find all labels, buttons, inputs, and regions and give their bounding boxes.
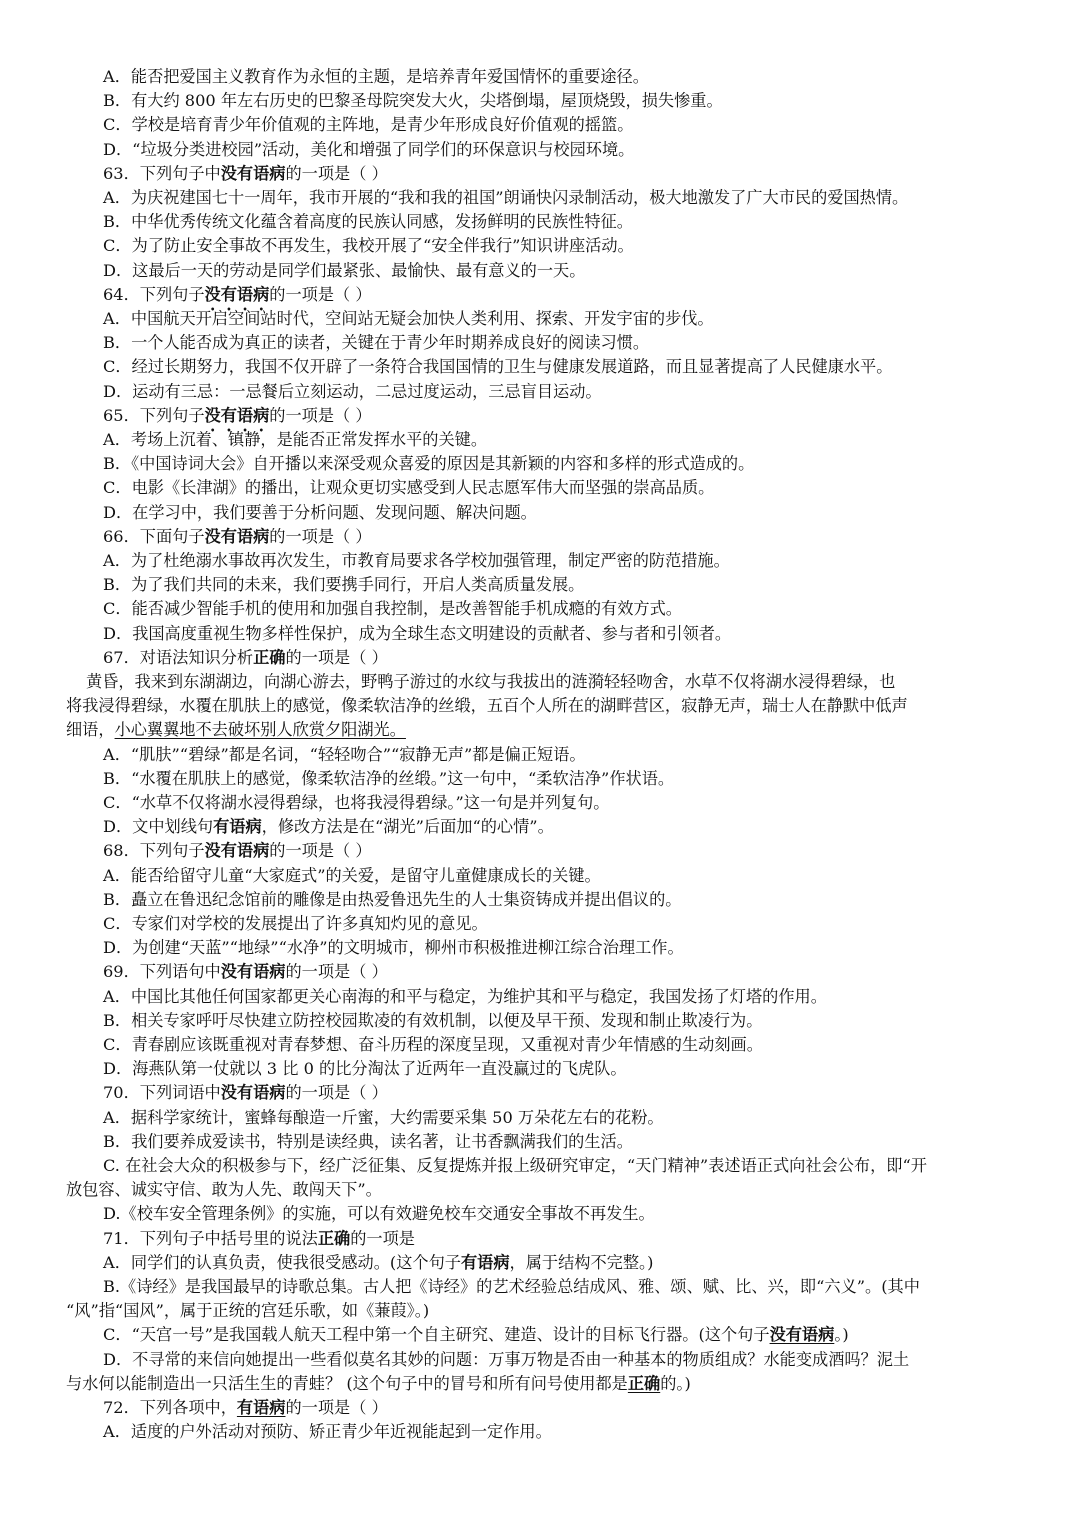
- emphasized-text: 没有语病: [204, 841, 270, 861]
- text-run: D．我国高度重视生物多样性保护，成为全球生态文明建设的贡献者、参与者和引领者。: [103, 623, 732, 643]
- text-run: 的一项是（ ）: [285, 1398, 388, 1417]
- answer-option: [103, 502, 537, 524]
- text-run: ，属于结构不完整。): [509, 1252, 654, 1272]
- answer-option: [103, 986, 827, 1008]
- answer-option: [103, 1058, 627, 1080]
- answer-option: [103, 477, 714, 499]
- text-run: 将我浸得碧绿，水覆在肌肤上的感觉，像柔软洁净的丝缎，五百个人所在的湖畔营区，寂静无声，瑞士人在静默中低声: [66, 696, 908, 716]
- emphasized-text: 正确: [253, 647, 286, 667]
- text-run: 的一项是（ ）: [285, 1083, 388, 1103]
- text-run: C．学校是培育青少年价值观的主阵地，是青少年形成良好价值观的摇篮。: [103, 115, 634, 135]
- answer-option: [103, 865, 601, 887]
- text-run: 64．下列句子: [103, 284, 205, 304]
- text-run: B．相关专家呼吁尽快建立防控校园欺凌的有效机制，以便及早干预、发现和制止欺凌行为。: [103, 1010, 763, 1030]
- emphasized-text: 小心翼翼地不去破坏别人欣赏夕阳湖光。: [114, 720, 406, 740]
- text-run: ，修改方法是在“湖光”后面加“的心情”。: [261, 817, 554, 837]
- answer-option: [103, 1421, 552, 1443]
- text-run: 的。): [660, 1373, 691, 1393]
- question-stem: [103, 961, 388, 983]
- text-run: A．“肌肤”“碧绿”都是名词，“轻轻吻合”“寂静无声”都是偏正短语。: [103, 744, 586, 764]
- text-run: 的一项是（ ）: [269, 841, 372, 861]
- text-run: A．据科学家统计，蜜蜂每酿造一斤蜜，大约需要采集 50 万朵花左右的花粉。: [103, 1107, 664, 1127]
- question-stem: [103, 1397, 388, 1419]
- emphasized-text: 有语病: [460, 1252, 510, 1272]
- emphasized-text: 有语病: [213, 817, 262, 837]
- text-run: 的一项是（ ）: [285, 962, 388, 982]
- text-run: 68．下列句子: [103, 841, 205, 861]
- answer-option: [103, 211, 633, 233]
- answer-option: [103, 114, 633, 136]
- text-run: B.《诗经》是我国最早的诗歌总集。古人把《诗经》的艺术经验总结成风、雅、颂、赋、比、兴，即“六义”。(其中: [103, 1277, 920, 1296]
- text-run: C．电影《长津湖》的播出，让观众更切实感受到人民志愿军伟大而坚强的崇高品质。: [103, 478, 715, 498]
- answer-option: [103, 913, 488, 935]
- answer-option: [103, 937, 684, 959]
- answer-option: [103, 332, 649, 354]
- answer-option: [103, 816, 554, 838]
- text-run: D.《校车安全管理条例》的实施，可以有效避免校车交通安全事故不再发生。: [103, 1204, 655, 1224]
- text-run: B．中华优秀传统文化蕴含着高度的民族认同感，发扬鲜明的民族性特征。: [103, 212, 633, 232]
- answer-option: [103, 235, 634, 257]
- emphasized-text: 正确: [317, 1228, 351, 1248]
- text-run: 69．下列语句中: [103, 962, 221, 982]
- text-run: A．能否给留守儿童“大家庭式”的关爱，是留守儿童健康成长的关键。: [103, 865, 601, 885]
- answer-option: [103, 1107, 664, 1129]
- continuation-line: [66, 1179, 382, 1201]
- text-run: A．为庆祝建国七十一周年，我市开展的“我和我的祖国”朗诵快闪录制活动，极大地激发了广大市民的爱国热情。: [103, 188, 909, 207]
- text-run: 的一项是（ ）: [269, 526, 372, 546]
- text-run: 66．下面句子: [103, 526, 205, 546]
- answer-option: [103, 90, 723, 112]
- text-run: B．“水覆在肌肤上的感觉，像柔软洁净的丝缎。”这一句中，“柔软洁净”作状语。: [103, 768, 675, 788]
- emphasized-text: 没有语病: [769, 1325, 835, 1345]
- emphasized-text: 没有语病: [220, 1083, 286, 1103]
- answer-option: [103, 381, 602, 403]
- answer-option: [103, 550, 730, 572]
- text-run: C．能否减少智能手机的使用和加强自我控制，是改善智能手机成瘾的有效方式。: [103, 599, 682, 619]
- text-run: B．有大约 800 年左右历史的巴黎圣母院突发大火，尖塔倒塌，屋顶烧毁，损失惨重。: [103, 91, 723, 111]
- emphasized-text: 没有语病: [220, 163, 286, 183]
- answer-option: [103, 744, 586, 766]
- text-run: D．运动有三忌：一忌餐后立刻运动，二忌过度运动，三忌盲目运动。: [103, 381, 602, 401]
- continuation-line: [66, 695, 908, 717]
- answer-option: [103, 1034, 763, 1056]
- text-run: A．中国航天开启空间站时代，空间站无疑会加快人类利用、探索、开发宇宙的步伐。: [103, 309, 714, 328]
- text-run: 与水何以能制造出一只活生生的青蛙？ (这个句子中的冒号和所有问号使用都是: [66, 1373, 628, 1393]
- text-run: 71．下列句子中括号里的说法: [103, 1228, 318, 1248]
- text-run: D．这最后一天的劳动是同学们最紧张、最愉快、最有意义的一天。: [103, 260, 586, 280]
- text-run: A．考场上沉着、镇静，是能否正常发挥水平的关键。: [103, 430, 488, 449]
- answer-option: [103, 1010, 762, 1032]
- answer-option: [103, 1131, 633, 1153]
- text-run: B．《中国诗词大会》自开播以来深受观众喜爱的原因是其新颖的内容和多样的形式造成的。: [103, 454, 755, 474]
- answer-option: [103, 187, 908, 209]
- text-run: C．经过长期努力，我国不仅开辟了一条符合我国国情的卫生与健康发展道路，而且显著提高了人民健康水平。: [103, 357, 893, 377]
- answer-option: [103, 574, 584, 596]
- text-run: D．海燕队第一仗就以 3 比 0 的比分淘汰了近两年一直没赢过的飞虎队。: [103, 1059, 627, 1079]
- answer-option: [103, 453, 754, 475]
- text-run: 的一项是（ ）: [269, 405, 372, 425]
- text-run: D．“垃圾分类进校园”活动，美化和增强了同学们的环保意识与校园环境。: [103, 139, 635, 159]
- text-run: 黄昏，我来到东湖湖边，向湖心游去，野鸭子游过的水纹与我拔出的涟漪轻轻吻舍，水草不仅将湖水浸得碧绿，也: [86, 672, 896, 691]
- text-run: D．为创建“天蓝”“地绿”“水净”的文明城市，柳州市积极推进柳江综合治理工作。: [103, 938, 684, 958]
- text-run: A．为了杜绝溺水事故再次发生，市教育局要求各学校加强管理，制定严密的防范措施。: [103, 551, 730, 570]
- text-run: A．中国比其他任何国家都更关心南海的和平与稳定，为维护其和平与稳定，我国发扬了灯塔的作用。: [103, 986, 827, 1006]
- text-run: D．文中划线句: [103, 817, 214, 837]
- answer-option: [103, 139, 634, 161]
- text-run: C．“天宫一号”是我国载人航天工程中第一个自主研究、建造、设计的目标飞行器。(这个句子: [103, 1325, 770, 1345]
- text-run: 。): [834, 1325, 849, 1345]
- answer-option: [103, 1349, 909, 1371]
- question-stem: [103, 840, 372, 862]
- question-stem: [103, 647, 388, 669]
- text-run: D．在学习中，我们要善于分析问题、发现问题、解决问题。: [103, 502, 537, 522]
- answer-option: [103, 623, 731, 645]
- text-run: 72．下列各项中，: [103, 1398, 237, 1417]
- answer-option: [103, 1324, 849, 1346]
- answer-option: [103, 1155, 927, 1177]
- answer-option: [103, 1276, 920, 1298]
- text-run: B．我们要养成爱读书，特别是读经典，读名著，让书香飘满我们的生活。: [103, 1131, 633, 1151]
- text-run: C．“水草不仅将湖水浸得碧绿，也将我浸得碧绿。”这一句是并列复句。: [103, 793, 610, 812]
- text-run: 的一项是: [350, 1228, 415, 1248]
- emphasized-text: 正确: [627, 1373, 661, 1393]
- text-run: 放包容、诚实守信、敢为人先、敢闯天下”。: [66, 1180, 382, 1200]
- text-run: C．专家们对学校的发展提出了许多真知灼见的意见。: [103, 914, 488, 933]
- question-stem: [103, 1082, 388, 1104]
- emphasized-text: 没有语病: [204, 284, 270, 304]
- answer-option: [103, 889, 681, 911]
- text-run: 的一项是（ ）: [269, 284, 372, 304]
- answer-option: [103, 1203, 655, 1225]
- emphasized-text: 没有语病: [204, 526, 270, 546]
- text-run: C．青春剧应该既重视对青春梦想、奋斗历程的深度呈现，又重视对青少年情感的生动刻画。: [103, 1035, 763, 1054]
- text-run: 细语，: [66, 720, 115, 740]
- question-stem: [103, 1228, 415, 1250]
- continuation-line: [66, 1300, 429, 1322]
- text-run: B．为了我们共同的未来，我们要携手同行，开启人类高质量发展。: [103, 575, 585, 595]
- text-run: B．矗立在鲁迅纪念馆前的雕像是由热爱鲁迅先生的人士集资铸成并提出倡议的。: [103, 889, 682, 909]
- text-run: 的一项是（ ）: [285, 163, 388, 183]
- emphasized-text: 没有语病: [220, 962, 286, 982]
- text-run: C．为了防止安全事故不再发生，我校开展了“安全伴我行”知识讲座活动。: [103, 236, 634, 256]
- answer-option: [103, 598, 682, 620]
- answer-option: [103, 792, 609, 814]
- text-run: “风”指“国风”，属于正统的宫廷乐歌，如《蒹葭》。): [66, 1301, 430, 1321]
- emphasized-text: 有语病: [236, 1398, 286, 1417]
- text-run: D．不寻常的来信向她提出一些看似莫名其妙的问题：万事万物是否由一种基本的物质组成？水能变成酒吗？泥土: [103, 1349, 910, 1369]
- question-stem: [103, 526, 372, 548]
- text-run: A．同学们的认真负责，使我很受感动。(这个句子: [103, 1252, 461, 1272]
- answer-option: [103, 768, 674, 790]
- continuation-line: [66, 719, 406, 741]
- text-run: 70．下列词语中: [103, 1083, 221, 1103]
- answer-option: [103, 356, 892, 378]
- text-run: 的一项是（ ）: [285, 647, 388, 667]
- text-run: 63．下列句子中: [103, 163, 221, 183]
- question-stem: [103, 163, 388, 185]
- text-run: 67．对语法知识分析: [103, 647, 254, 667]
- answer-option: [103, 429, 487, 451]
- emphasized-text: 没有语病: [204, 405, 270, 425]
- answer-option: [103, 260, 585, 282]
- passage-line: [86, 671, 895, 693]
- text-run: B．一个人能否成为真正的读者，关键在于青少年时期养成良好的阅读习惯。: [103, 333, 650, 353]
- text-run: A．适度的户外活动对预防、矫正青少年近视能起到一定作用。: [103, 1422, 552, 1442]
- answer-option: [103, 66, 649, 88]
- answer-option: [103, 308, 714, 330]
- text-run: A．能否把爱国主义教育作为永恒的主题，是培养青年爱国情怀的重要途径。: [103, 67, 649, 86]
- continuation-line: [66, 1373, 691, 1395]
- text-run: 65．下列句子: [103, 405, 205, 425]
- answer-option: [103, 1252, 653, 1274]
- text-run: C. 在社会大众的积极参与下，经广泛征集、反复提炼并报上级研究审定，“天门精神”表述语正式向社会公布，即“开: [103, 1156, 927, 1175]
